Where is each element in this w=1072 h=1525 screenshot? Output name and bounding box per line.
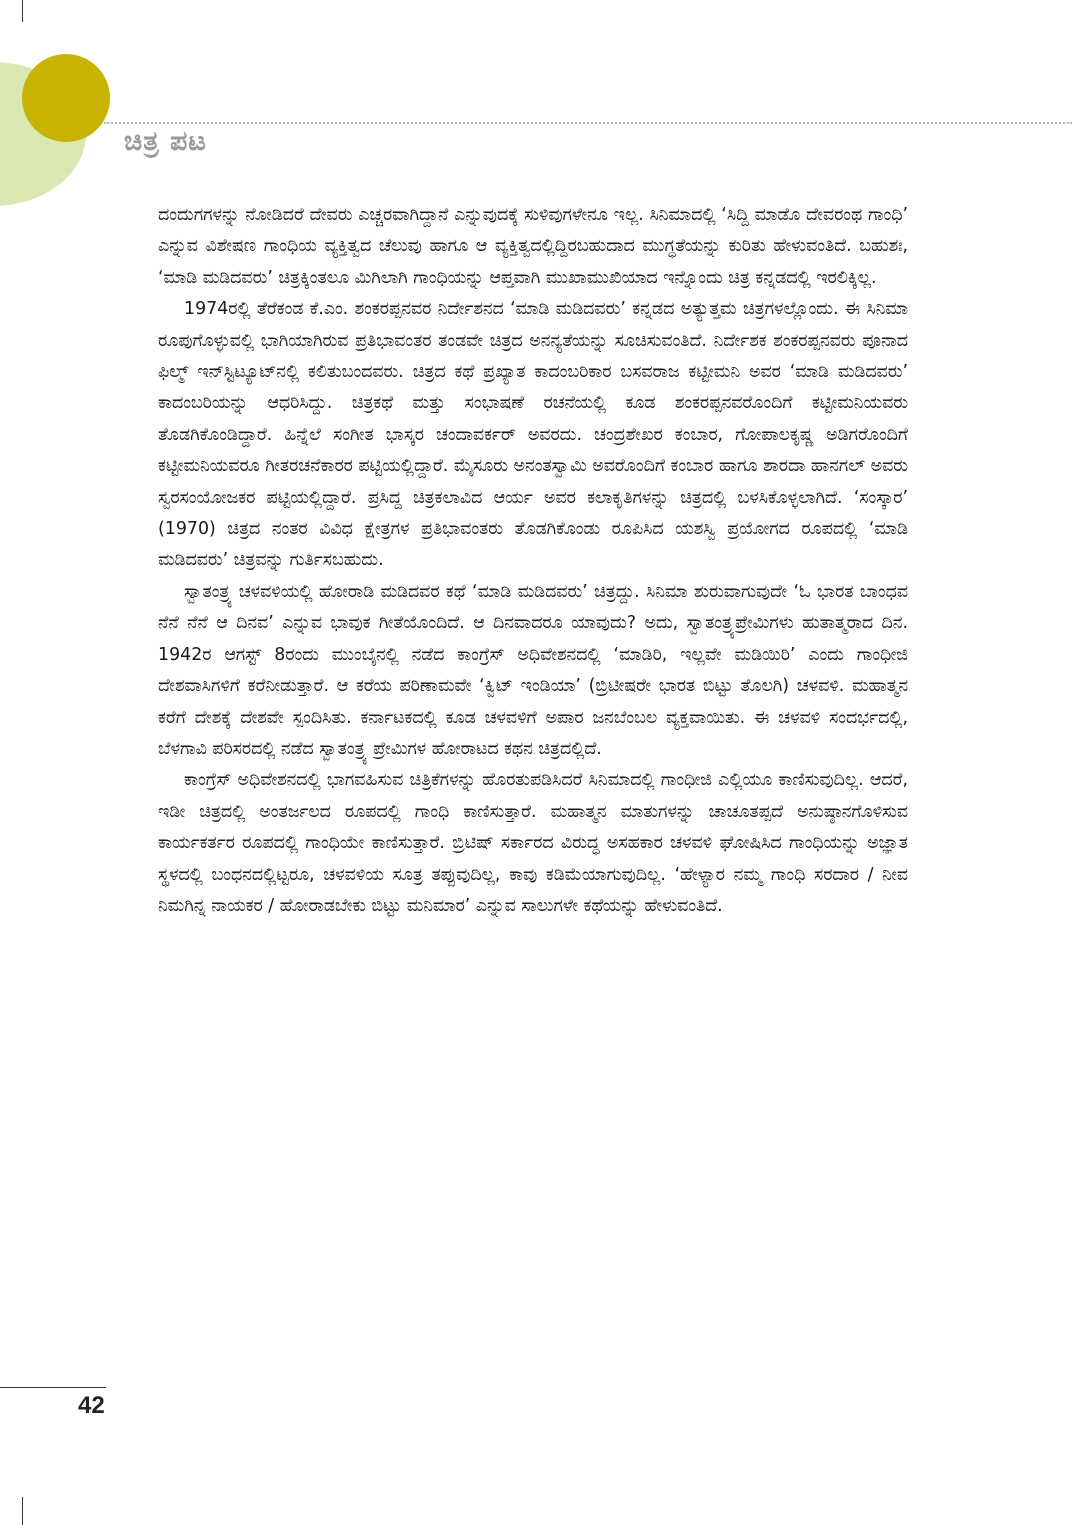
crop-mark-top: [0, 0, 23, 22]
paragraph-1: ದಂದುಗಗಳನ್ನು ನೋಡಿದರೆ ದೇವರು ಎಚ್ಚರವಾಗಿದ್ದಾನೆ ಎನ್ನುವುದಕ್ಕೆ ಸುಳಿವುಗಳೇನೂ ಇಲ್ಲ. ಸಿನಿಮಾದಲ್ಲಿ ‘ಸಿದ್ದಿ ಮಾಡೊ ದೇವರಂಥ ಗಾಂಧಿ’ ಎನ್ನುವ ವಿಶೇಷಣ ಗಾಂಧಿಯ ವ್ಯಕ್ತಿತ್ವದ ಚೆಲುವು ಹಾಗೂ ಆ ವ್ಯಕ್ತಿತ್ವದಲ್ಲಿದ್ದಿರಬಹುದಾದ ಮುಗ್ಧತೆಯನ್ನು ಕುರಿತು ಹೇಳುವಂತಿದೆ. ಬಹುಶಃ, ‘ಮಾಡಿ ಮಡಿದವರು’ ಚಿತ್ರಕ್ಕಿಂತಲೂ ಮಿಗಿಲಾಗಿ ಗಾಂಧಿಯನ್ನು ಆಪ್ತವಾಗಿ ಮುಖಾಮುಖಿಯಾದ ಇನ್ನೊಂದು ಚಿತ್ರ ಕನ್ನಡದಲ್ಲಿ ಇರಲಿಕ್ಕಿಲ್ಲ.: [158, 205, 908, 288]
decorative-circle-olive: [22, 54, 110, 142]
paragraph-2: 1974ರಲ್ಲಿ ತೆರೆಕಂಡ ಕೆ.ಎಂ. ಶಂಕರಪ್ಪನವರ ನಿರ್ದೇಶನದ ‘ಮಾಡಿ ಮಡಿದವರು’ ಕನ್ನಡದ ಅತ್ಯುತ್ತಮ ಚಿತ್ರಗಳಲ್ಲೊಂದು. ಈ ಸಿನಿಮಾ ರೂಪುಗೊಳ್ಳುವಲ್ಲಿ ಭಾಗಿಯಾಗಿರುವ ಪ್ರತಿಭಾವಂತರ ತಂಡವೇ ಚಿತ್ರದ ಅನನ್ಯತೆಯನ್ನು ಸೂಚಿಸುವಂತಿದೆ. ನಿರ್ದೇಶಕ ಶಂಕರಪ್ಪನವರು ಪೂನಾದ ಫಿಲ್ಮ್ ಇನ್‌ಸ್ಟಿಟ್ಯೂಟ್‌ನಲ್ಲಿ ಕಲಿತುಬಂದವರು. ಚಿತ್ರದ ಕಥೆ ಪ್ರಖ್ಯಾತ ಕಾದಂಬರಿಕಾರ ಬಸವರಾಜ ಕಟ್ಟೀಮನಿ ಅವರ ‘ಮಾಡಿ ಮಡಿದವರು’ ಕಾದಂಬರಿಯನ್ನು ಆಧರಿಸಿದ್ದು. ಚಿತ್ರಕಥೆ ಮತ್ತು ಸಂಭಾಷಣೆ ರಚನೆಯಲ್ಲಿ ಕೂಡ ಶಂಕರಪ್ಪನವರೊಂದಿಗೆ ಕಟ್ಟೀಮನಿಯವರು ತೊಡಗಿಕೊಂಡಿದ್ದಾರೆ. ಹಿನ್ನೆಲೆ ಸಂಗೀತ ಭಾಸ್ಕರ ಚಂದಾವರ್ಕರ್ ಅವರದು. ಚಂದ್ರಶೇಖರ ಕಂಬಾರ, ಗೋಪಾಲಕೃಷ್ಣ ಅಡಿಗರೊಂದಿಗೆ ಕಟ್ಟೀಮನಿಯವರೂ ಗೀತರಚನೆಕಾರರ ಪಟ್ಟಿಯಲ್ಲಿದ್ದಾರೆ. ಮೈಸೂರು ಅನಂತಸ್ವಾಮಿ ಅವರೊಂದಿಗೆ ಕಂಬಾರ ಹಾಗೂ ಶಾರದಾ ಹಾನಗಲ್ ಅವರು ಸ್ವರಸಂಯೋಜಕರ ಪಟ್ಟಿಯಲ್ಲಿದ್ದಾರೆ. ಪ್ರಸಿದ್ದ ಚಿತ್ರಕಲಾವಿದ ಆರ್ಯ ಅವರ ಕಲಾಕೃತಿಗಳನ್ನು ಚಿತ್ರದಲ್ಲಿ ಬಳಸಿಕೊಳ್ಳಲಾಗಿದೆ. ‘ಸಂಸ್ಕಾರ’ (1970) ಚಿತ್ರದ ನಂತರ ವಿವಿಧ ಕ್ಷೇತ್ರಗಳ ಪ್ರತಿಭಾವಂತರು ತೊಡಗಿಕೊಂಡು ರೂಪಿಸಿದ ಯಶಸ್ವಿ ಪ್ರಯೋಗದ ರೂಪದಲ್ಲಿ ‘ಮಾಡಿ ಮಡಿದವರು’ ಚಿತ್ರವನ್ನು ಗುರ್ತಿಸಬಹುದು.: [158, 299, 908, 571]
paragraph-4: ಕಾಂಗ್ರೆಸ್ ಅಧಿವೇಶನದಲ್ಲಿ ಭಾಗವಹಿಸುವ ಚಿತ್ರಿಕೆಗಳನ್ನು ಹೊರತುಪಡಿಸಿದರೆ ಸಿನಿಮಾದಲ್ಲಿ ಗಾಂಧೀಜಿ ಎಲ್ಲಿಯೂ ಕಾಣಿಸುವುದಿಲ್ಲ. ಆದರೆ, ಇಡೀ ಚಿತ್ರದಲ್ಲಿ ಅಂತರ್ಜಲದ ರೂಪದಲ್ಲಿ ಗಾಂಧಿ ಕಾಣಿಸುತ್ತಾರೆ. ಮಹಾತ್ಮನ ಮಾತುಗಳನ್ನು ಚಾಚೂತಪ್ಪದೆ ಅನುಷ್ಠಾನಗೊಳಿಸುವ ಕಾರ್ಯಕರ್ತರ ರೂಪದಲ್ಲಿ ಗಾಂಧಿಯೇ ಕಾಣಿಸುತ್ತಾರೆ. ಬ್ರಿಟಿಷ್ ಸರ್ಕಾರದ ವಿರುದ್ಧ ಅಸಹಕಾರ ಚಳವಳಿ ಘೋಷಿಸಿದ ಗಾಂಧಿಯನ್ನು ಅಜ್ಞಾತ ಸ್ಥಳದಲ್ಲಿ ಬಂಧನದಲ್ಲಿಟ್ಟರೂ, ಚಳವಳಿಯ ಸೂತ್ರ ತಪ್ಪುವುದಿಲ್ಲ, ಕಾವು ಕಡಿಮೆಯಾಗುವುದಿಲ್ಲ. ‘ಹೇಳ್ಯಾರ ನಮ್ಮ ಗಾಂಧಿ ಸರದಾರ / ನೀವ ನಿಮಗಿನ್ನ ನಾಯಕರ / ಹೋರಾಡಬೇಕು ಬಿಟ್ಟು ಮನಿಮಾರ’ ಎನ್ನುವ ಸಾಲುಗಳೇ ಕಥೆಯನ್ನು ಹೇಳುವಂತಿದೆ.: [158, 770, 908, 916]
paragraph-3: ಸ್ವಾತಂತ್ರ್ಯ ಚಳವಳಿಯಲ್ಲಿ ಹೋರಾಡಿ ಮಡಿದವರ ಕಥೆ ‘ಮಾಡಿ ಮಡಿದವರು’ ಚಿತ್ರದ್ದು. ಸಿನಿಮಾ ಶುರುವಾಗುವುದೇ ‘ಓ ಭಾರತ ಬಾಂಧವ ನೆನೆ ನೆನೆ ಆ ದಿನವ’ ಎನ್ನುವ ಭಾವುಕ ಗೀತೆಯೊಂದಿದೆ. ಆ ದಿನವಾದರೂ ಯಾವುದು? ಅದು, ಸ್ವಾತಂತ್ರ್ಯಪ್ರೇಮಿಗಳು ಹುತಾತ್ಮರಾದ ದಿನ. 1942ರ ಆಗಸ್ಟ್ 8ರಂದು ಮುಂಬೈನಲ್ಲಿ ನಡೆದ ಕಾಂಗ್ರೆಸ್ ಅಧಿವೇಶನದಲ್ಲಿ ‘ಮಾಡಿರಿ, ಇಲ್ಲವೇ ಮಡಿಯಿರಿ’ ಎಂದು ಗಾಂಧೀಜಿ ದೇಶವಾಸಿಗಳಿಗೆ ಕರೆನೀಡುತ್ತಾರೆ. ಆ ಕರೆಯ ಪರಿಣಾಮವೇ ‘ಕ್ವಿಟ್ ಇಂಡಿಯಾ’ (ಬ್ರಿಟೀಷರೇ ಭಾರತ ಬಿಟ್ಟು ತೊಲಗಿ) ಚಳವಳಿ. ಮಹಾತ್ಮನ ಕರೆಗೆ ದೇಶಕ್ಕೆ ದೇಶವೇ ಸ್ಪಂದಿಸಿತು. ಕರ್ನಾಟಕದಲ್ಲಿ ಕೂಡ ಚಳವಳಿಗೆ ಅಪಾರ ಜನಬೆಂಬಲ ವ್ಯಕ್ತವಾಯಿತು. ಈ ಚಳವಳಿ ಸಂದರ್ಭದಲ್ಲಿ, ಬೆಳಗಾವಿ ಪರಿಸರದಲ್ಲಿ ನಡೆದ ಸ್ವಾತಂತ್ರ್ಯ ಪ್ರೇಮಿಗಳ ಹೋರಾಟದ ಕಥನ ಚಿತ್ರದಲ್ಲಿದೆ.: [158, 581, 908, 759]
page-number: 42: [78, 1392, 105, 1419]
page-number-rule: [0, 1387, 106, 1388]
section-title: ಚಿತ್ರ ಪಟ: [124, 126, 207, 157]
crop-mark-bottom: [0, 1497, 23, 1525]
header-dotted-rule: [104, 122, 1072, 124]
article-body: [158, 200, 908, 922]
